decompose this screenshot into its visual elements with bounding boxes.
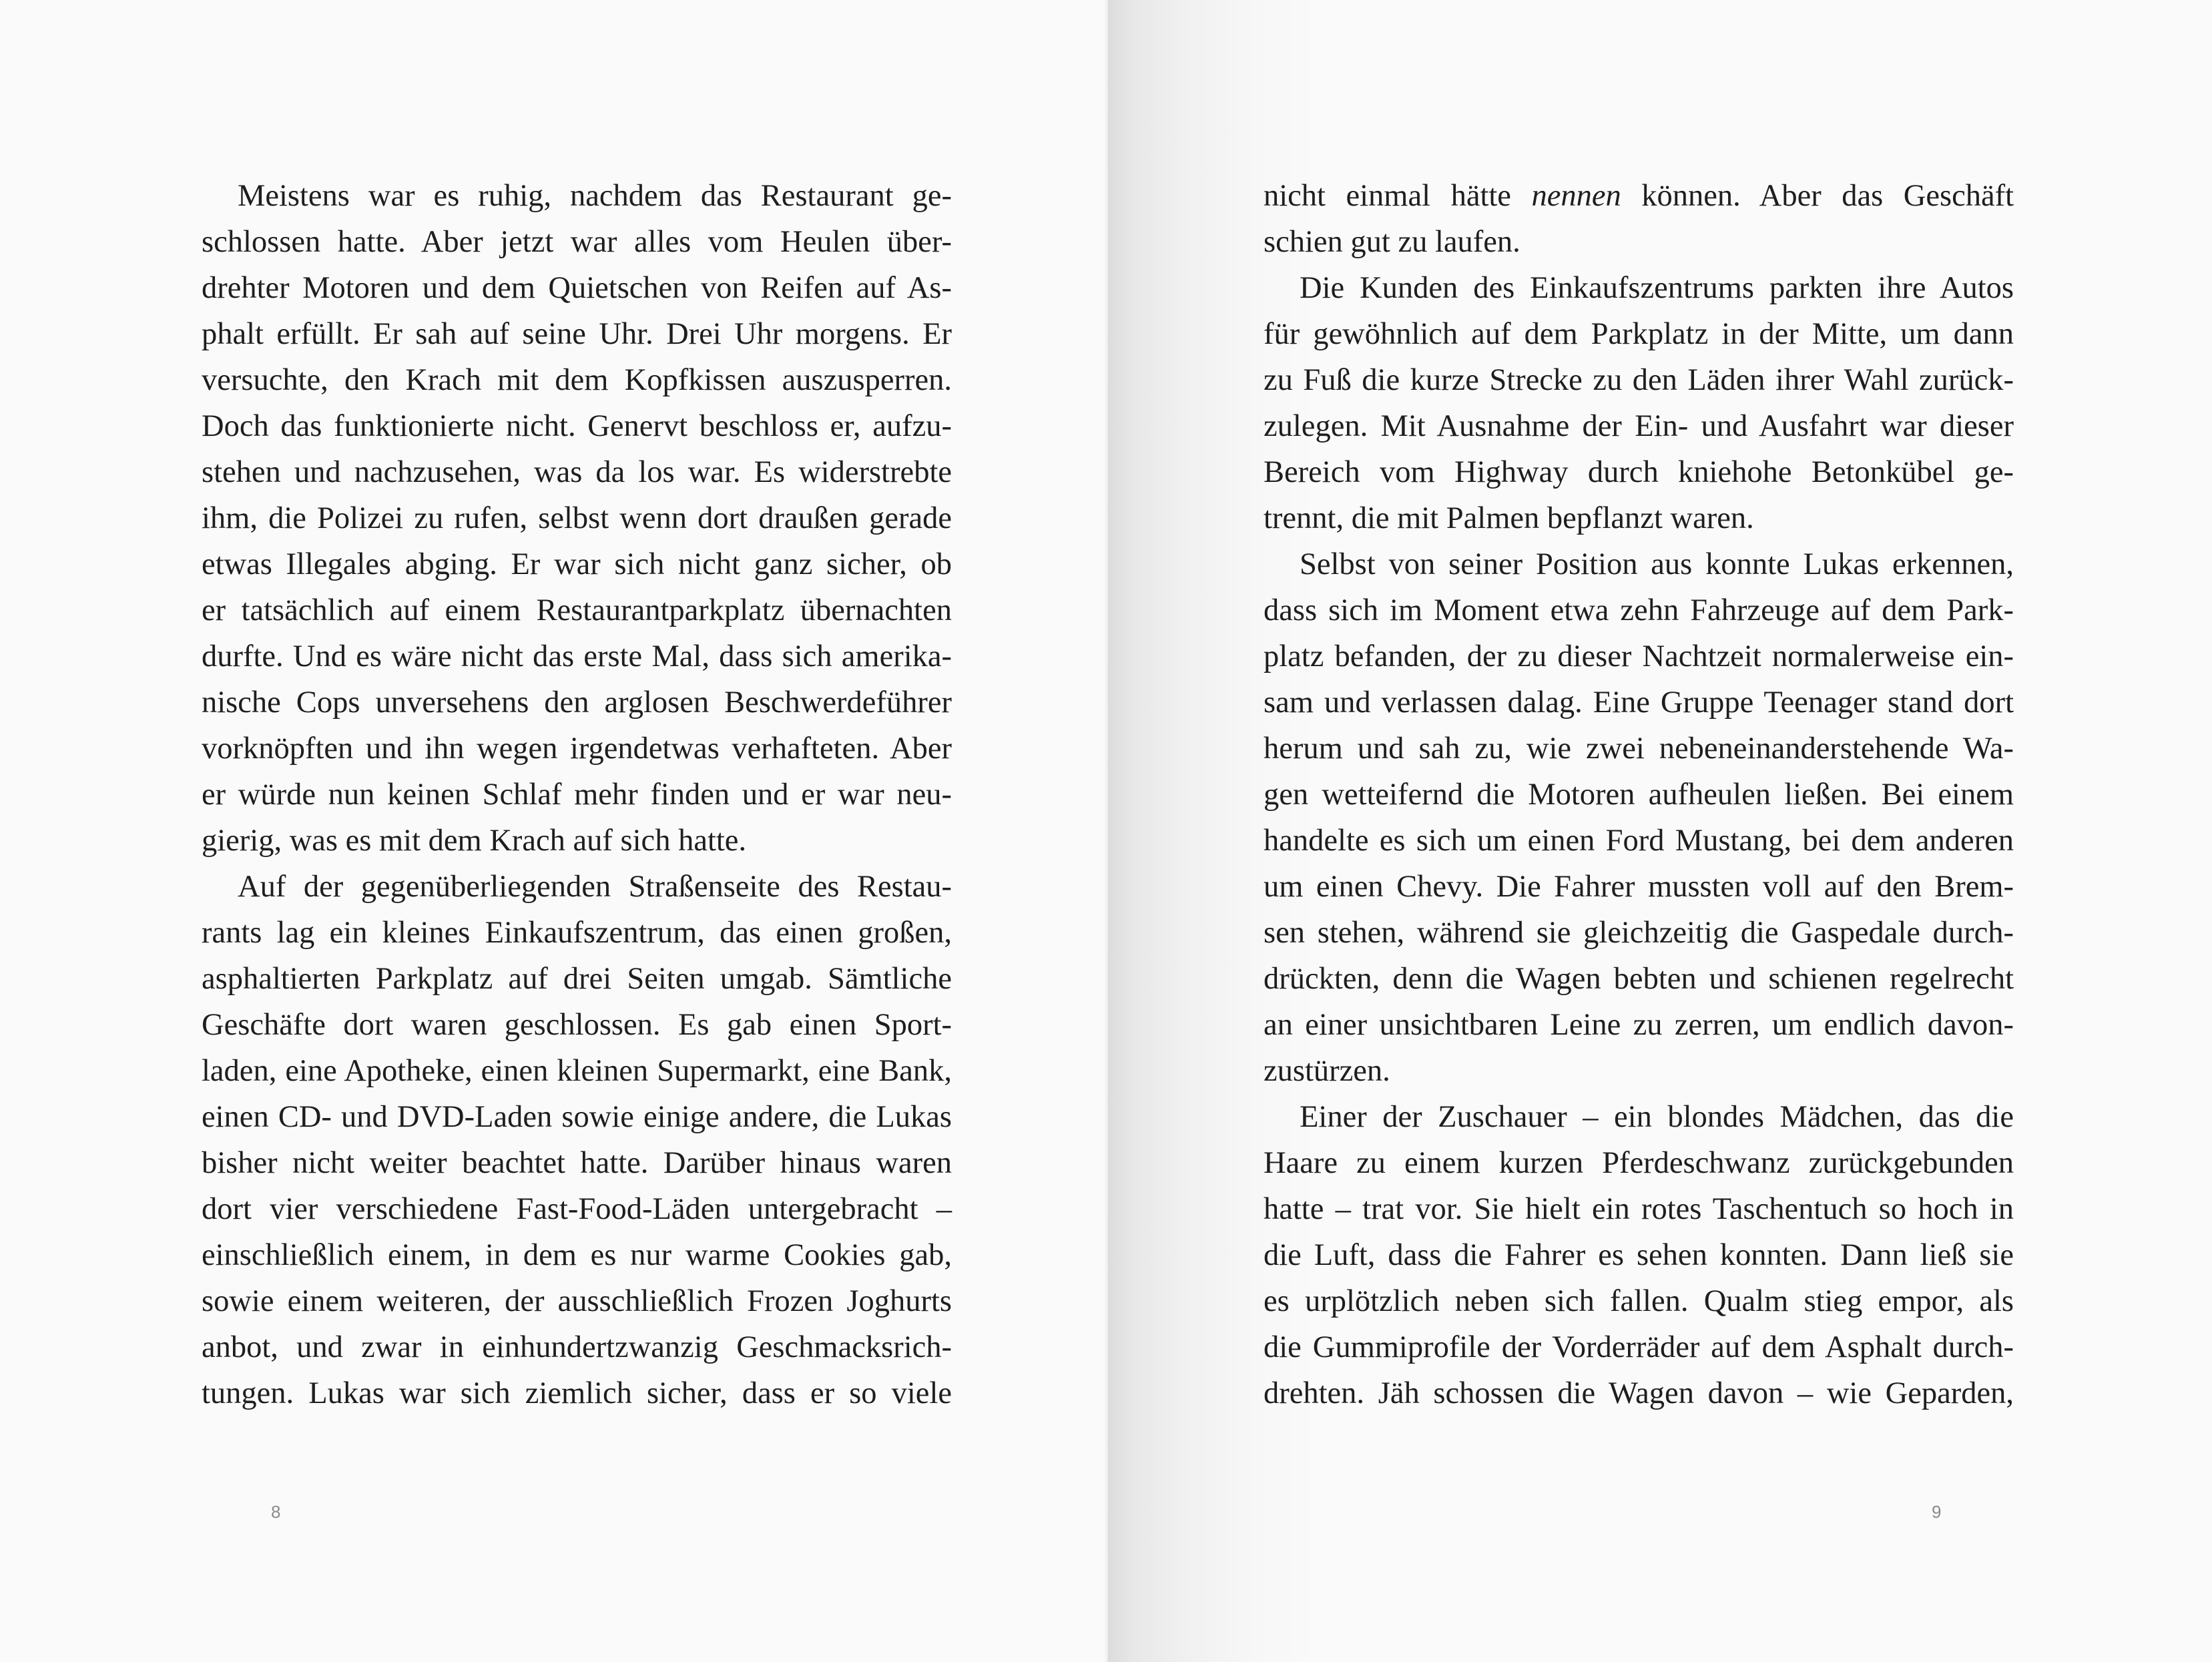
text-line: Einer der Zuschauer – ein blondes Mädchen, das die (1300, 1100, 2014, 1134)
text-line: er würde nun keinen Schlaf mehr finden und er war neu- (202, 778, 952, 812)
text-line: vorknöpften und ihn wegen irgendetwas verhafteten. Aber (202, 732, 952, 766)
text-line: es urplötzlich neben sich fallen. Qualm stieg empor, als (1264, 1284, 2014, 1318)
text-line: handelte es sich um einen Ford Mustang, bei dem anderen (1264, 824, 2014, 858)
left-page-number: 8 (271, 1502, 282, 1522)
text-line: einschließlich einem, in dem es nur warme Cookies gab, (202, 1238, 952, 1272)
text-line: asphaltierten Parkplatz auf drei Seiten umgab. Sämtliche (202, 962, 952, 996)
text-line: phalt erfüllt. Er sah auf seine Uhr. Drei Uhr morgens. Er (202, 317, 952, 351)
text-line: dass sich im Moment etwa zehn Fahrzeuge auf dem Park- (1264, 593, 2014, 627)
text-line: anbot, und zwar in einhundertzwanzig Geschmacksrich- (202, 1330, 952, 1364)
right-page (1108, 0, 2212, 1662)
text-line: drehter Motoren und dem Quietschen von Reifen auf As- (202, 271, 952, 305)
text-line: platz befanden, der zu dieser Nachtzeit normalerweise ein- (1264, 639, 2014, 673)
text-line: zustürzen. (1264, 1054, 1390, 1088)
text-line: etwas Illegales abging. Er war sich nicht ganz sicher, ob (202, 547, 952, 581)
text-line: Haare zu einem kurzen Pferdeschwanz zurückgebunden (1264, 1146, 2014, 1180)
text-line: an einer unsichtbaren Leine zu zerren, um endlich davon- (1264, 1008, 2014, 1042)
right-page-number: 9 (1932, 1502, 1942, 1522)
text-line: laden, eine Apotheke, einen kleinen Supermarkt, eine Bank, (202, 1054, 952, 1088)
text-line: sowie einem weiteren, der ausschließlich Frozen Joghurts (202, 1284, 952, 1318)
text-line: bisher nicht weiter beachtet hatte. Darüber hinaus waren (202, 1146, 952, 1180)
text-line: Meistens war es ruhig, nachdem das Restaurant ge- (238, 179, 952, 213)
left-page-text (202, 173, 952, 1416)
text-line: Bereich vom Highway durch kniehohe Betonkübel ge- (1264, 455, 2014, 489)
text-line: Auf der gegenüberliegenden Straßenseite des Restau- (238, 870, 952, 904)
text-line: Geschäfte dort waren geschlossen. Es gab einen Sport- (202, 1008, 952, 1042)
text-line: durfte. Und es wäre nicht das erste Mal, dass sich amerika- (202, 639, 952, 673)
text-line: einen CD- und DVD-Laden sowie einige andere, die Lukas (202, 1100, 952, 1134)
text-line: herum und sah zu, wie zwei nebeneinanderstehende Wa- (1264, 732, 2014, 766)
text-line: zulegen. Mit Ausnahme der Ein- und Ausfahrt war dieser (1264, 409, 2014, 443)
text-line: sam und verlassen dalag. Eine Gruppe Teenager stand dort (1264, 685, 2014, 720)
emphasized-word: nennen (1531, 179, 1621, 213)
text-line: um einen Chevy. Die Fahrer mussten voll auf den Brem- (1264, 870, 2014, 904)
text-line: nicht einmal hätte nennen können. Aber das Geschäft (1264, 179, 2014, 213)
text-line: für gewöhnlich auf dem Parkplatz in der Mitte, um dann (1264, 317, 2014, 351)
text-line: gierig, was es mit dem Krach auf sich hatte. (202, 824, 747, 858)
text-line: sen stehen, während sie gleichzeitig die Gaspedale durch- (1264, 916, 2014, 950)
text-line: schien gut zu laufen. (1264, 225, 1520, 259)
text-line: er tatsächlich auf einem Restaurantparkplatz übernachten (202, 593, 952, 627)
right-page-text (1264, 173, 2014, 1416)
text-line: tungen. Lukas war sich ziemlich sicher, dass er so viele (202, 1376, 952, 1410)
text-line: schlossen hatte. Aber jetzt war alles vom Heulen über- (202, 225, 952, 259)
text-line: drückten, denn die Wagen bebten und schienen regelrecht (1264, 962, 2014, 996)
text-line: zu Fuß die kurze Strecke zu den Läden ihrer Wahl zurück- (1264, 363, 2014, 397)
text-line: stehen und nachzusehen, was da los war. Es widerstrebte (202, 455, 952, 489)
text-line: Doch das funktionierte nicht. Genervt beschloss er, aufzu- (202, 409, 952, 443)
text-line: dort vier verschiedene Fast-Food-Läden untergebracht – (202, 1192, 952, 1226)
text-line: versuchte, den Krach mit dem Kopfkissen auszusperren. (202, 363, 952, 397)
text-line: ihm, die Polizei zu rufen, selbst wenn dort draußen gerade (202, 501, 952, 535)
text-line: drehten. Jäh schossen die Wagen davon – wie Geparden, (1264, 1376, 2014, 1410)
text-line: rants lag ein kleines Einkaufszentrum, das einen großen, (202, 916, 952, 950)
text-line: gen wetteifernd die Motoren aufheulen ließen. Bei einem (1264, 778, 2014, 812)
text-line: trennt, die mit Palmen bepflanzt waren. (1264, 501, 1754, 535)
text-line: hatte – trat vor. Sie hielt ein rotes Taschentuch so hoch in (1264, 1192, 2014, 1226)
text-line: Selbst von seiner Position aus konnte Lukas erkennen, (1300, 547, 2014, 581)
text-line: Die Kunden des Einkaufszentrums parkten ihre Autos (1300, 271, 2014, 305)
text-line: die Luft, dass die Fahrer es sehen konnten. Dann ließ sie (1264, 1238, 2014, 1272)
text-line: die Gummiprofile der Vorderräder auf dem Asphalt durch- (1264, 1330, 2014, 1364)
text-line: nische Cops unversehens den arglosen Beschwerdeführer (202, 685, 952, 720)
